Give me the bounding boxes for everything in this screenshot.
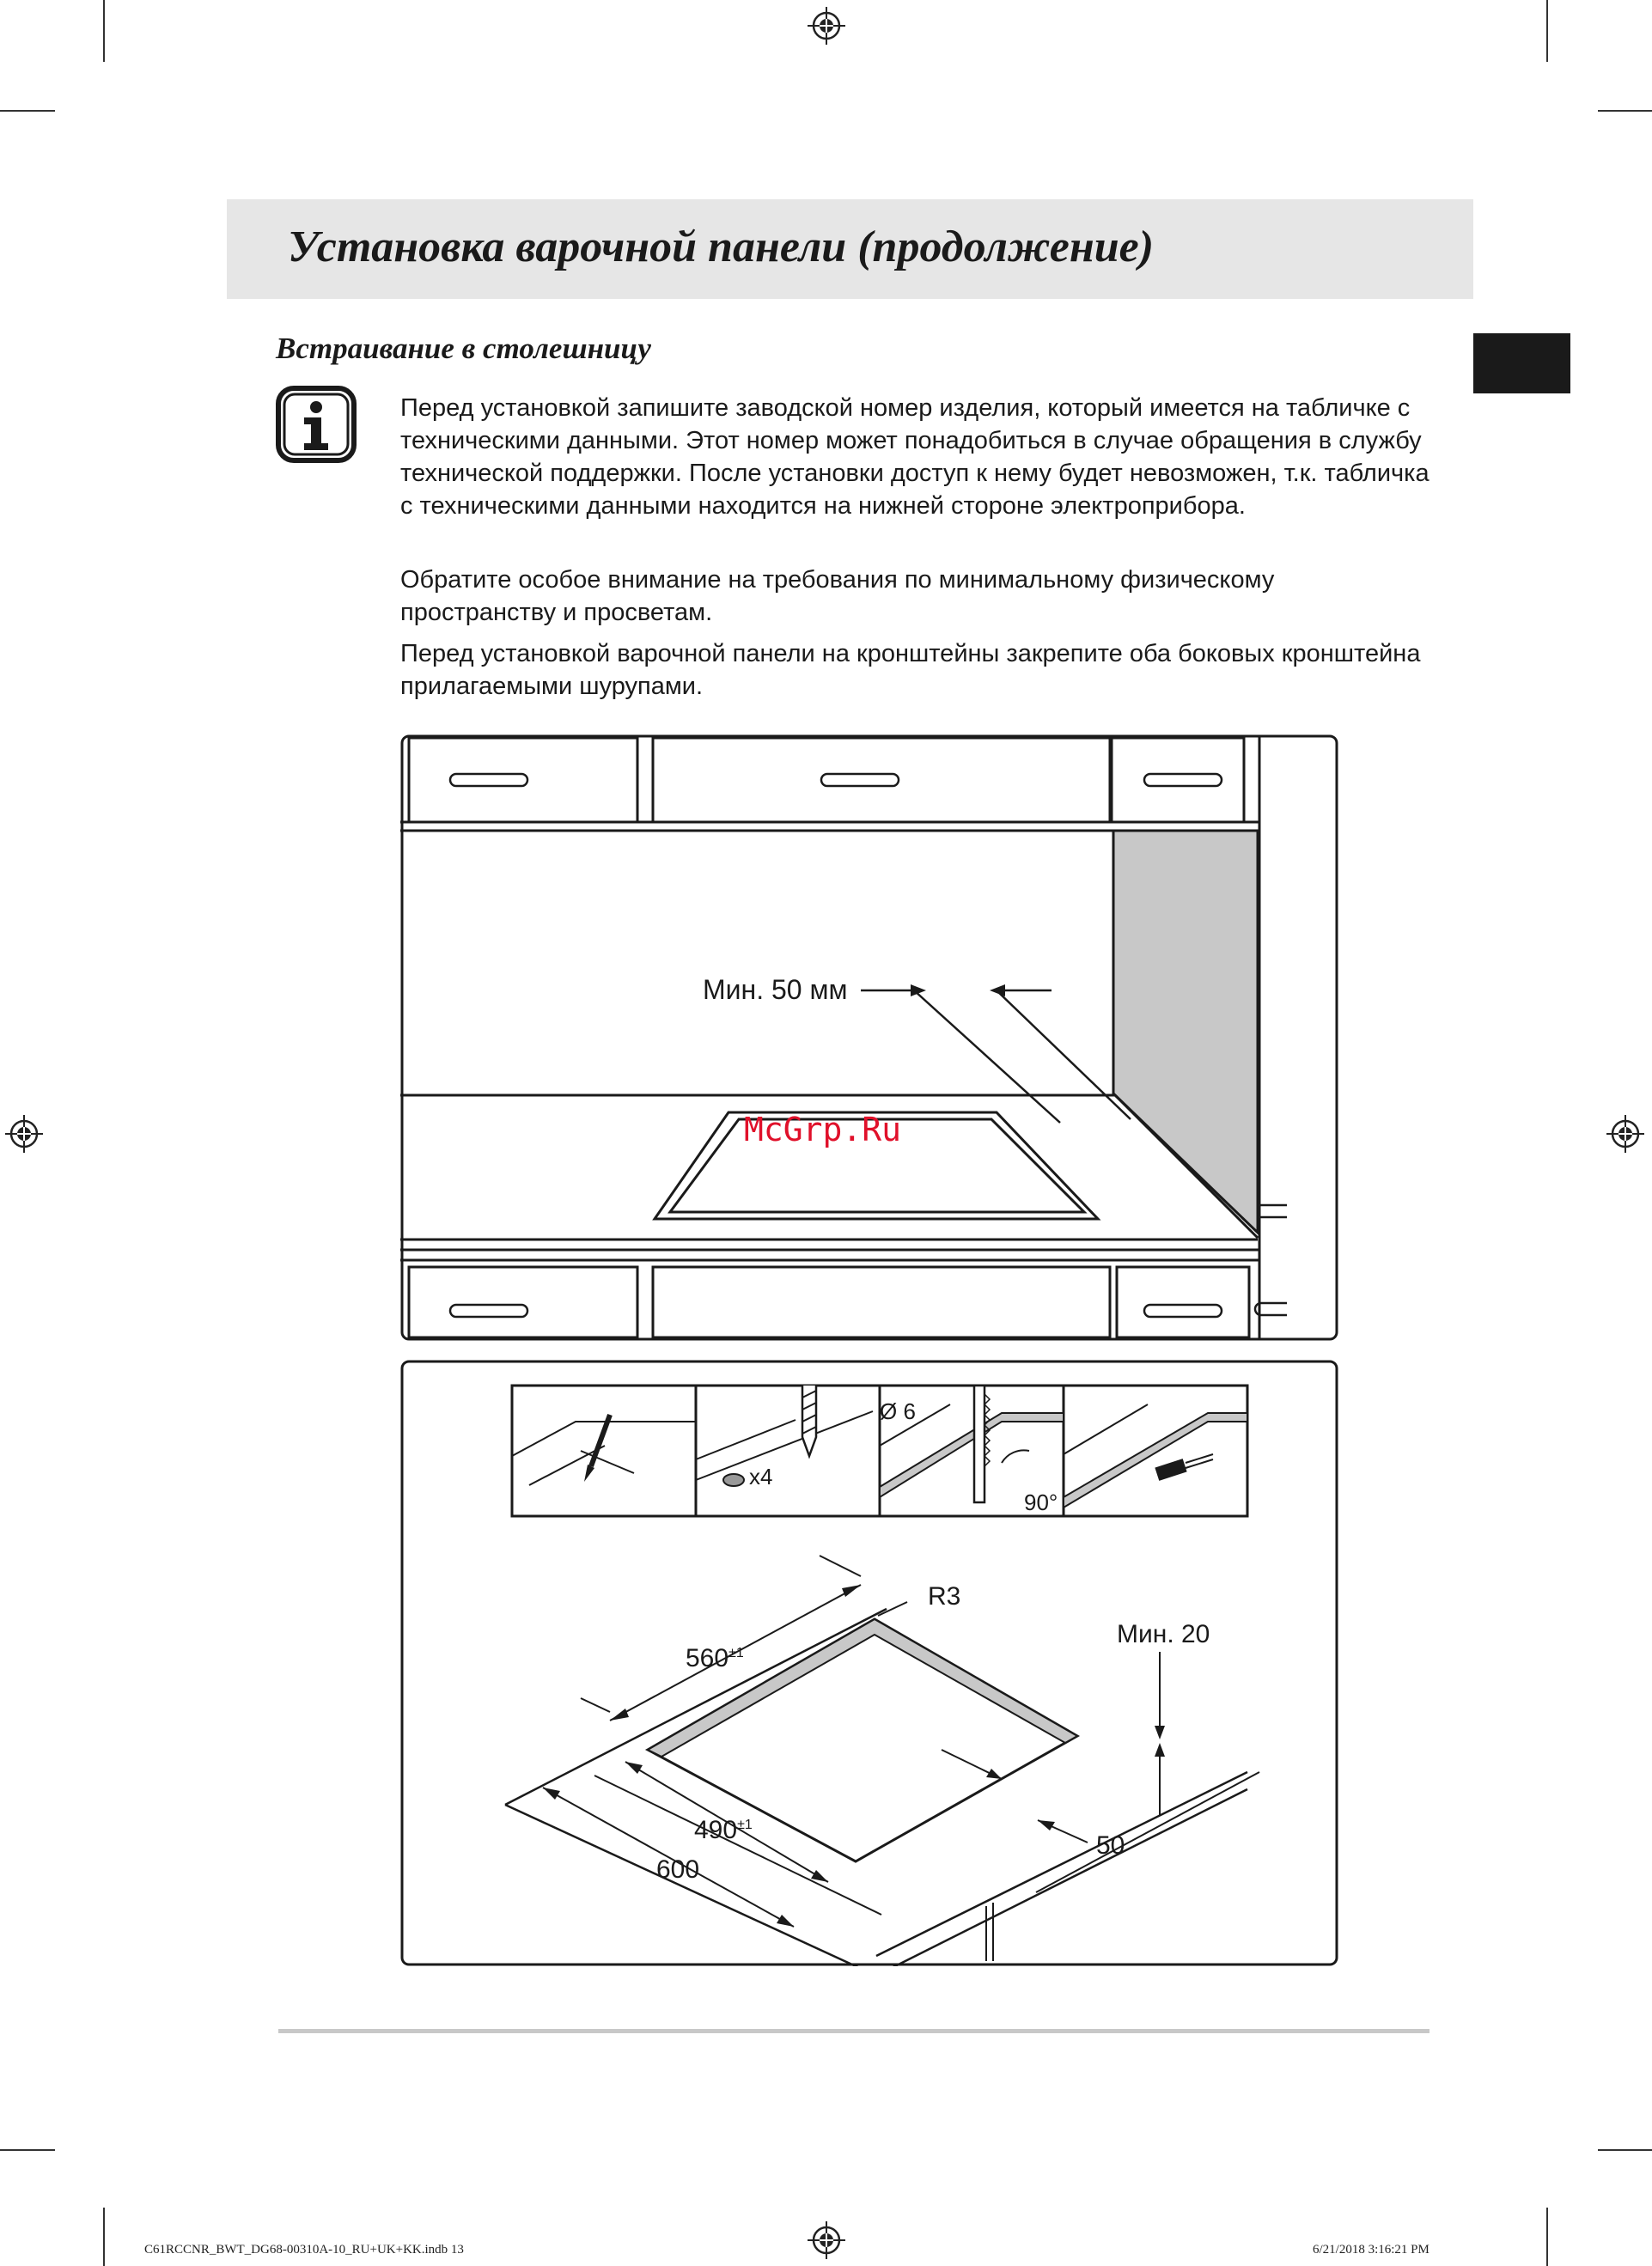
drill-size-label: Ø 6 [880, 1398, 916, 1424]
crop-mark [103, 0, 105, 62]
total-width-label: 600 [656, 1855, 700, 1884]
crop-mark [0, 110, 55, 112]
cutout-dimension-diagram [400, 1360, 1338, 1966]
radius-label: R3 [928, 1582, 961, 1611]
registration-mark-right [1606, 1115, 1644, 1153]
section-tab-marker [1473, 333, 1570, 393]
paragraph-clearances: Обратите особое внимание на требования по минимальному физическому пространству и просветам. [400, 566, 1275, 626]
crop-mark [0, 2149, 55, 2151]
width-dimension [694, 1816, 753, 1845]
registration-mark-left [5, 1115, 43, 1153]
footer-date: 6/21/2018 3:16:21 PM [1313, 2243, 1429, 2257]
watermark-text: McGrp.Ru [744, 1111, 902, 1148]
section-heading: Встраивание в столешницу [276, 332, 651, 365]
width-value: 490 [694, 1816, 738, 1844]
kitchen-clearance-diagram [400, 734, 1338, 1341]
registration-mark-bottom [808, 2221, 845, 2259]
depth-value: 560 [686, 1644, 729, 1672]
front-margin-label: 50 [1096, 1831, 1125, 1860]
min-clearance-label: Мин. 20 [1117, 1620, 1210, 1648]
depth-tolerance: ±1 [728, 1646, 744, 1660]
footer-file-info: C61RCCNR_BWT_DG68-00310A-10_RU+UK+KK.indb 13 [144, 2243, 464, 2257]
crop-mark [1598, 2149, 1652, 2151]
angle-label: 90° [1024, 1489, 1058, 1515]
depth-dimension [686, 1644, 744, 1673]
width-tolerance: ±1 [737, 1818, 753, 1832]
crop-mark [103, 2208, 105, 2266]
clearance-label: Мин. 50 мм [703, 974, 848, 1005]
crop-mark [1546, 2208, 1548, 2266]
registration-mark-top [808, 7, 845, 45]
screw-count-label: x4 [749, 1464, 773, 1489]
paragraph-serial-number: Перед установкой запишите заводской номер изделия, который имеется на табличке с техническими данными. Этот номер может понадобиться в случае обращения в службу технической поддержки. После установки доступ к нему будет невозможен, т.к. табличка с техническими данными находится на нижней стороне электроприбора. [400, 394, 1429, 520]
page-title: Установка варочной панели (продолжение) [288, 222, 1155, 271]
crop-mark [1546, 0, 1548, 62]
info-icon [275, 385, 357, 464]
crop-mark [1598, 110, 1652, 112]
footer-rule [278, 2029, 1429, 2033]
paragraph-brackets: Перед установкой варочной панели на кронштейны закрепите оба боковых кронштейна прилагаемыми шурупами. [400, 640, 1421, 700]
